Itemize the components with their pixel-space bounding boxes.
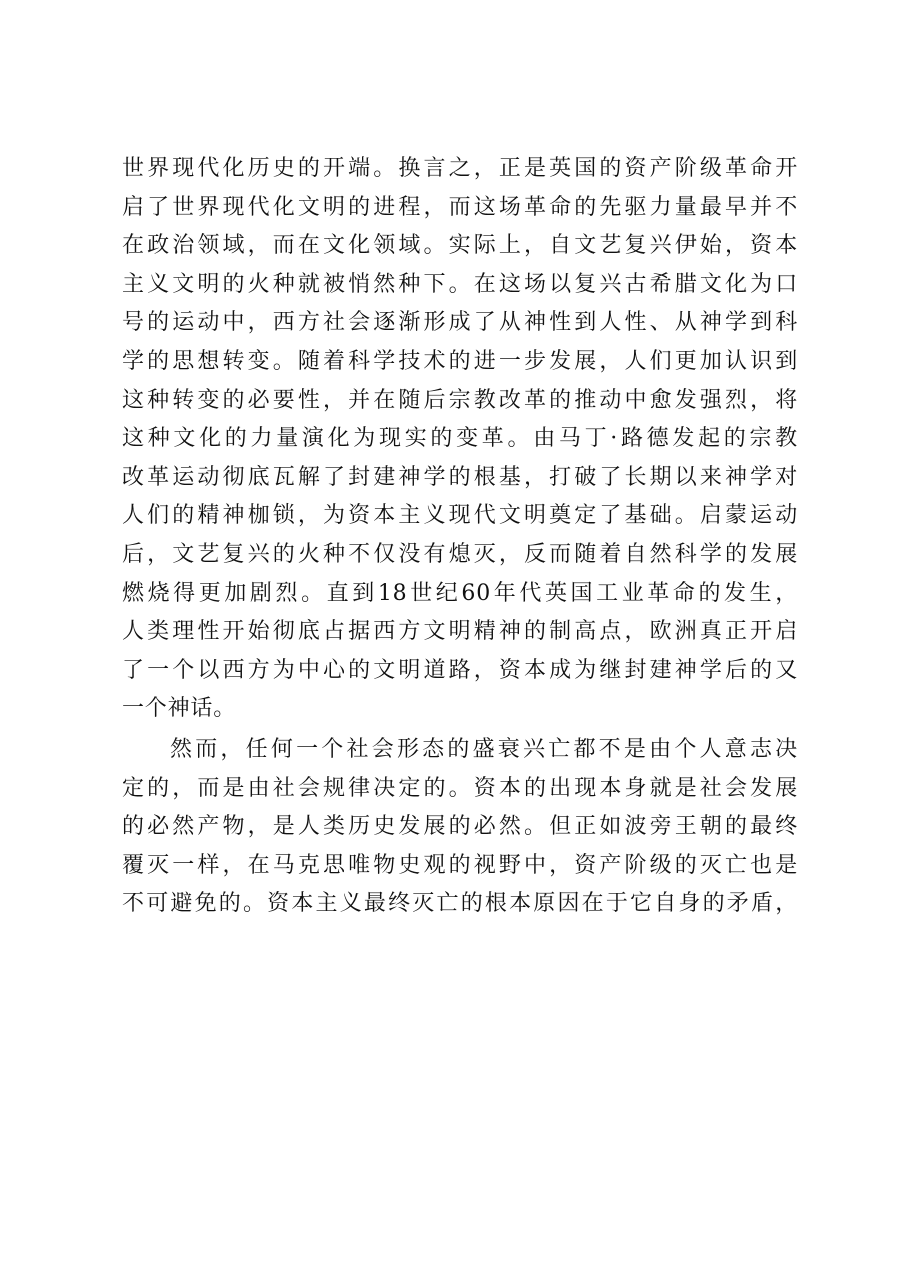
text-line: 了一个以西方为中心的文明道路，资本成为继封建神学后的又 — [122, 657, 798, 683]
text-line: 世界现代化历史的开端。换言之，正是英国的资产阶级革命开 — [122, 156, 798, 181]
paragraph-2 — [122, 731, 798, 924]
text-line: 覆灭一样，在马克思唯物史观的视野中，资产阶级的灭亡也是 — [122, 852, 798, 878]
text-line: 人类理性开始彻底占据西方文明精神的制高点，欧洲真正开启 — [122, 619, 798, 645]
text-line: 这种文化的力量演化为现实的变革。由马丁·路德发起的宗教 — [122, 426, 798, 452]
body-text — [122, 150, 798, 924]
text-line: 然而，任何一个社会形态的盛衰兴亡都不是由个人意志决 — [170, 736, 798, 762]
text-line: 这种转变的必要性，并在随后宗教改革的推动中愈发强烈，将 — [122, 387, 798, 413]
text-line: 的必然产物，是人类历史发展的必然。但正如波旁王朝的最终 — [122, 814, 798, 840]
text-line: 不可避免的。资本主义最终灭亡的根本原因在于它自身的矛盾， — [122, 891, 798, 917]
text-line: 主义文明的火种就被悄然种下。在这场以复兴古希腊文化为口 — [122, 271, 798, 297]
text-line: 学的思想转变。随着科学技术的进一步发展，人们更加认识到 — [122, 348, 798, 374]
text-line: 后，文艺复兴的火种不仅没有熄灭，反而随着自然科学的发展 — [122, 541, 798, 567]
text-line: 启了世界现代化文明的进程，而这场革命的先驱力量最早并不 — [122, 194, 798, 220]
text-line: 在政治领域，而在文化领域。实际上，自文艺复兴伊始，资本 — [122, 233, 798, 259]
paragraph-1 — [122, 150, 798, 729]
text-line: 改革运动彻底瓦解了封建神学的根基，打破了长期以来神学对 — [122, 464, 798, 490]
text-line: 号的运动中，西方社会逐渐形成了从神性到人性、从神学到科 — [122, 310, 798, 336]
text-line: 定的，而是由社会规律决定的。资本的出现本身就是社会发展 — [122, 775, 798, 801]
text-line: 人们的精神枷锁，为资本主义现代文明奠定了基础。启蒙运动 — [122, 503, 798, 529]
text-line: 一个神话。 — [122, 696, 237, 722]
text-line: 燃烧得更加剧烈。直到18世纪60年代英国工业革命的发生， — [122, 580, 798, 606]
